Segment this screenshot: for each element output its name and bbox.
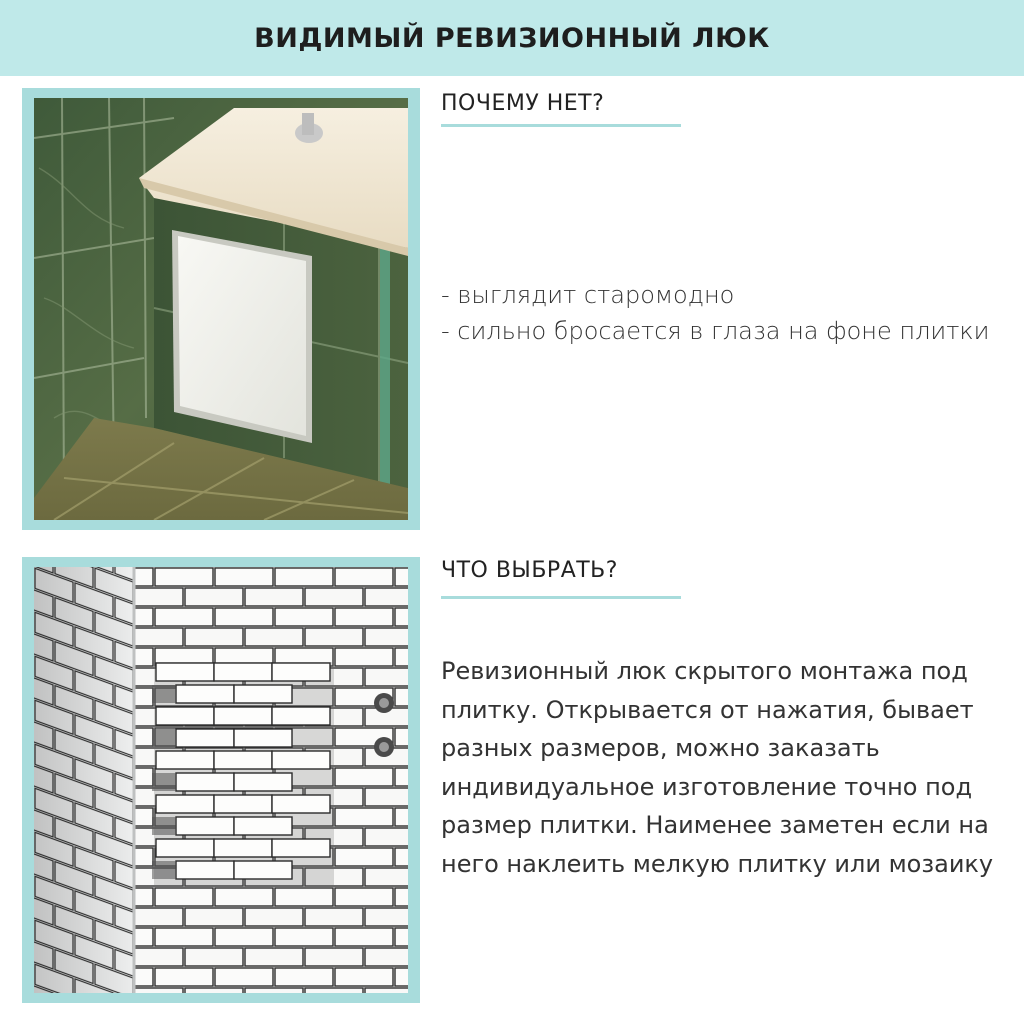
cons-list [441, 277, 1001, 349]
section-divider [441, 596, 681, 599]
page-title: ВИДИМЫЙ РЕВИЗИОННЫЙ ЛЮК [254, 23, 770, 54]
photo-visible-hatch [34, 98, 408, 520]
list-item: - выглядит старомодно [441, 281, 735, 309]
photo-hidden-hatch [34, 567, 408, 993]
recommendation-text: Ревизионный люк скрытого монтажа под плитку. Открывается от нажатия, бывает разных размеров, можно заказать индивидуальное изготовление точно под размер плитки. Наименее заметен если на него наклеить мелкую плитку или мозаику [441, 657, 994, 878]
section-heading-why-not: ПОЧЕМУ НЕТ? [441, 91, 605, 116]
section-heading-what-to-choose: ЧТО ВЫБРАТЬ? [441, 558, 618, 583]
photo-frame-visible-hatch [22, 88, 420, 530]
photo-frame-hidden-hatch [22, 557, 420, 1003]
section-divider [441, 124, 681, 127]
list-item: - сильно бросается в глаза на фоне плитки [441, 317, 990, 345]
